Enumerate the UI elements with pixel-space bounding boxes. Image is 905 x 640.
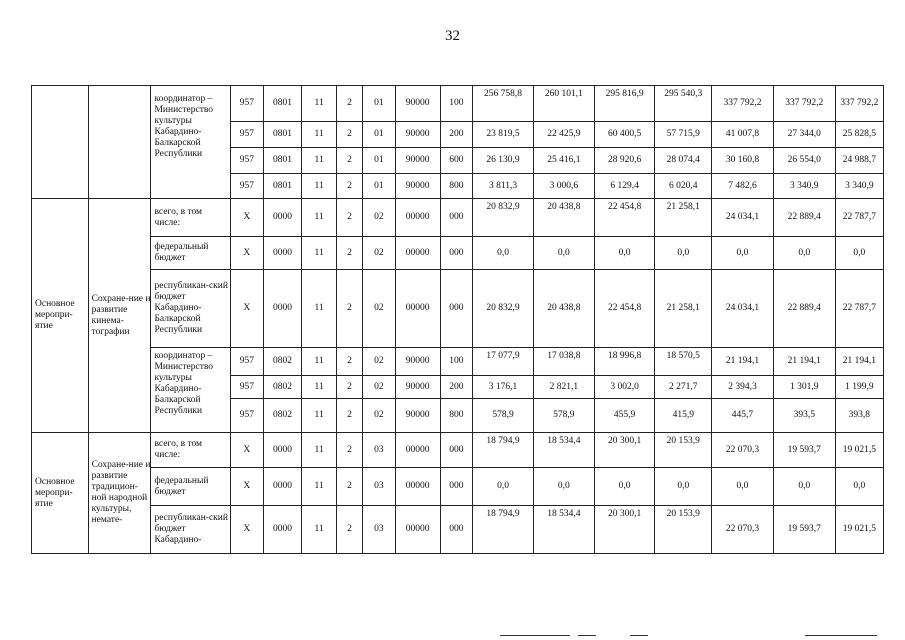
table-cell: 000: [440, 270, 472, 348]
table-cell: 415,9: [655, 399, 712, 433]
table-cell: 2: [336, 199, 362, 237]
table-cell: 22 787,7: [835, 199, 883, 237]
table-cell: 0,0: [594, 237, 655, 270]
table-cell: 00000: [395, 468, 440, 506]
table-cell: 0000: [263, 433, 302, 468]
table-cell: 0000: [263, 270, 302, 348]
table-cell: 23 819,5: [473, 122, 534, 148]
table-cell: 20 438,8: [533, 199, 594, 237]
table-cell: 0801: [263, 174, 302, 199]
table-cell: 3 340,9: [773, 174, 835, 199]
table-cell: 393,8: [835, 399, 883, 433]
table-cell: 0,0: [473, 468, 534, 506]
table-row: [32, 86, 884, 122]
page-number: 32: [445, 28, 460, 44]
row-label: республикан-ский бюджет Кабардино-: [151, 506, 231, 554]
table-cell: 2 394,3: [712, 376, 774, 399]
table-cell: 24 988,7: [835, 148, 883, 174]
table-cell: 3 002,0: [594, 376, 655, 399]
table-cell: 100: [440, 348, 472, 376]
table-cell: 0802: [263, 399, 302, 433]
table-cell: 00000: [395, 237, 440, 270]
table-cell: 00000: [395, 270, 440, 348]
table-cell: 24 034,1: [712, 199, 774, 237]
table-cell: 0,0: [594, 468, 655, 506]
table-cell: 18 534,4: [533, 433, 594, 468]
table-cell: 19 021,5: [835, 506, 883, 554]
table-cell: Х: [231, 199, 263, 237]
table-cell: 18 570,5: [655, 348, 712, 376]
table-cell: 800: [440, 174, 472, 199]
table-cell: 0000: [263, 506, 302, 554]
table-cell: 02: [363, 237, 395, 270]
row-label: всего, в том числе:: [151, 199, 231, 237]
table-cell: 26 130,9: [473, 148, 534, 174]
table-cell: 957: [231, 148, 263, 174]
table-cell: 000: [440, 468, 472, 506]
table-cell: 01: [363, 174, 395, 199]
name-cell: Сохране-ние и развитие кинема-тографии: [88, 199, 151, 433]
budget-table: [31, 85, 884, 554]
footer-rule: [500, 632, 880, 638]
table-row: [32, 199, 884, 237]
table-row: [32, 468, 884, 506]
table-cell: 0801: [263, 86, 302, 122]
table-cell: 11: [302, 148, 337, 174]
table-cell: 0802: [263, 376, 302, 399]
table-cell: 18 794,9: [473, 506, 534, 554]
table-cell: 957: [231, 376, 263, 399]
table-cell: 578,9: [533, 399, 594, 433]
table-cell: 20 300,1: [594, 506, 655, 554]
table-cell: 1 301,9: [773, 376, 835, 399]
table-cell: 25 828,5: [835, 122, 883, 148]
table-cell: 22 889,4: [773, 270, 835, 348]
table-row: [32, 270, 884, 348]
coordinator-label: координатор – Министерство культуры Кабардино-Балкарской Республики: [151, 348, 231, 433]
table-cell: 2 271,7: [655, 376, 712, 399]
table-row: [32, 237, 884, 270]
table-cell: 90000: [395, 376, 440, 399]
table-cell: 00000: [395, 506, 440, 554]
table-cell: 260 101,1: [533, 86, 594, 122]
table-cell: 22 787,7: [835, 270, 883, 348]
table-cell: 455,9: [594, 399, 655, 433]
table-cell: 90000: [395, 148, 440, 174]
table-cell: 337 792,2: [773, 86, 835, 122]
row-label: федеральный бюджет: [151, 468, 231, 506]
table-cell: 03: [363, 506, 395, 554]
table-cell: 0,0: [773, 468, 835, 506]
footer-line: [578, 635, 596, 636]
table-cell: 20 153,9: [655, 506, 712, 554]
table-cell: 17 077,9: [473, 348, 534, 376]
table-cell: 26 554,0: [773, 148, 835, 174]
table-cell: 90000: [395, 122, 440, 148]
table-cell: 2: [336, 348, 362, 376]
status-cell: Основное меропри-ятие: [32, 199, 89, 433]
table-cell: 000: [440, 237, 472, 270]
table-cell: 2: [336, 399, 362, 433]
table-cell: 11: [302, 433, 337, 468]
table-cell: 0,0: [835, 468, 883, 506]
table-cell: 0,0: [712, 237, 774, 270]
table-cell: 2: [336, 506, 362, 554]
table-cell: 0,0: [773, 237, 835, 270]
table-cell: 01: [363, 148, 395, 174]
table-cell: 000: [440, 506, 472, 554]
table-cell: 0,0: [835, 237, 883, 270]
table-cell: 2: [336, 122, 362, 148]
table-cell: 11: [302, 86, 337, 122]
row-label: республикан-ский бюджет Кабардино-Балкарской Республики: [151, 270, 231, 348]
table-cell: 02: [363, 348, 395, 376]
table-cell: Х: [231, 433, 263, 468]
table-cell: Х: [231, 506, 263, 554]
table-cell: 11: [302, 174, 337, 199]
table-cell: 957: [231, 399, 263, 433]
table-cell: 000: [440, 199, 472, 237]
table-cell: 30 160,8: [712, 148, 774, 174]
table-cell: 2: [336, 237, 362, 270]
table-cell: 0,0: [473, 237, 534, 270]
table-cell: 02: [363, 376, 395, 399]
table-cell: 20 153,9: [655, 433, 712, 468]
table-cell: 2: [336, 376, 362, 399]
table-cell: 03: [363, 433, 395, 468]
coordinator-label: координатор – Министерство культуры Кабардино-Балкарской Республики: [151, 86, 231, 199]
table-cell: 01: [363, 122, 395, 148]
name-cell: [88, 86, 151, 199]
table-cell: 7 482,6: [712, 174, 774, 199]
table-cell: 11: [302, 376, 337, 399]
table-cell: 0000: [263, 237, 302, 270]
table-cell: 21 258,1: [655, 199, 712, 237]
table-cell: 21 194,1: [712, 348, 774, 376]
table-cell: 11: [302, 270, 337, 348]
table-cell: 20 300,1: [594, 433, 655, 468]
table-cell: 2: [336, 174, 362, 199]
table-cell: 20 832,9: [473, 270, 534, 348]
table-cell: 57 715,9: [655, 122, 712, 148]
table-cell: Х: [231, 237, 263, 270]
table-cell: 295 540,3: [655, 86, 712, 122]
table-cell: 02: [363, 270, 395, 348]
table-cell: 19 593,7: [773, 506, 835, 554]
table-cell: 22 889,4: [773, 199, 835, 237]
table-cell: 90000: [395, 174, 440, 199]
table-cell: Х: [231, 468, 263, 506]
table-cell: 18 996,8: [594, 348, 655, 376]
footer-line: [805, 635, 877, 636]
table-cell: 3 176,1: [473, 376, 534, 399]
table-cell: 000: [440, 433, 472, 468]
table-cell: 11: [302, 199, 337, 237]
table-cell: 11: [302, 506, 337, 554]
table-cell: 0,0: [533, 468, 594, 506]
table-cell: 11: [302, 237, 337, 270]
table-cell: 957: [231, 174, 263, 199]
table-row: [32, 348, 884, 376]
footer-line: [500, 635, 570, 636]
table-cell: 3 811,3: [473, 174, 534, 199]
table-cell: 28 074,4: [655, 148, 712, 174]
table-cell: 800: [440, 399, 472, 433]
table-cell: 24 034,1: [712, 270, 774, 348]
table-cell: 21 194,1: [773, 348, 835, 376]
table-cell: 01: [363, 86, 395, 122]
table-cell: 18 794,9: [473, 433, 534, 468]
table-cell: 578,9: [473, 399, 534, 433]
table-cell: Х: [231, 270, 263, 348]
table-cell: 0802: [263, 348, 302, 376]
table-cell: 0,0: [712, 468, 774, 506]
table-cell: 337 792,2: [835, 86, 883, 122]
table-cell: 18 534,4: [533, 506, 594, 554]
table-cell: 957: [231, 348, 263, 376]
table-cell: 19 021,5: [835, 433, 883, 468]
table-cell: 22 454,8: [594, 199, 655, 237]
table-cell: 11: [302, 122, 337, 148]
table-cell: 19 593,7: [773, 433, 835, 468]
table-cell: 295 816,9: [594, 86, 655, 122]
table-cell: 0,0: [533, 237, 594, 270]
table-cell: 0,0: [655, 468, 712, 506]
table-cell: 22 425,9: [533, 122, 594, 148]
table-cell: 00000: [395, 433, 440, 468]
table-cell: 0,0: [655, 237, 712, 270]
footer-line: [630, 635, 648, 636]
table-cell: 3 000,6: [533, 174, 594, 199]
table-cell: 22 070,3: [712, 433, 774, 468]
table-cell: 11: [302, 399, 337, 433]
table-cell: 22 070,3: [712, 506, 774, 554]
table-cell: 0000: [263, 199, 302, 237]
table-cell: 90000: [395, 399, 440, 433]
table-cell: 20 832,9: [473, 199, 534, 237]
table-cell: 1 199,9: [835, 376, 883, 399]
table-cell: 00000: [395, 199, 440, 237]
table-cell: 0000: [263, 468, 302, 506]
table-cell: 02: [363, 399, 395, 433]
table-cell: 957: [231, 122, 263, 148]
row-label: всего, в том числе:: [151, 433, 231, 468]
table-cell: 11: [302, 348, 337, 376]
table-cell: 21 258,1: [655, 270, 712, 348]
table-cell: 0801: [263, 122, 302, 148]
table-cell: 22 454,8: [594, 270, 655, 348]
table-cell: 2: [336, 468, 362, 506]
table-cell: 60 400,5: [594, 122, 655, 148]
row-label: федеральный бюджет: [151, 237, 231, 270]
table-cell: 2: [336, 86, 362, 122]
table-cell: 27 344,0: [773, 122, 835, 148]
table-cell: 100: [440, 86, 472, 122]
table-cell: 2: [336, 270, 362, 348]
table-cell: 2: [336, 433, 362, 468]
table-cell: 600: [440, 148, 472, 174]
table-cell: 03: [363, 468, 395, 506]
table-cell: 393,5: [773, 399, 835, 433]
table-cell: 957: [231, 86, 263, 122]
table-cell: 337 792,2: [712, 86, 774, 122]
table-cell: 02: [363, 199, 395, 237]
name-cell: Сохране-ние и развитие традицион-ной народной культуры, немате-: [88, 433, 151, 554]
table-cell: 2: [336, 148, 362, 174]
table-cell: 11: [302, 468, 337, 506]
table-cell: 90000: [395, 86, 440, 122]
table-cell: 17 038,8: [533, 348, 594, 376]
table-cell: 21 194,1: [835, 348, 883, 376]
table-cell: 200: [440, 122, 472, 148]
table-cell: 256 758,8: [473, 86, 534, 122]
status-cell: [32, 86, 89, 199]
table-cell: 0801: [263, 148, 302, 174]
status-cell: Основное меропри-ятие: [32, 433, 89, 554]
table-cell: 20 438,8: [533, 270, 594, 348]
table-cell: 90000: [395, 348, 440, 376]
table-cell: 445,7: [712, 399, 774, 433]
table-row: [32, 506, 884, 554]
table-cell: 3 340,9: [835, 174, 883, 199]
table-row: [32, 433, 884, 468]
table-cell: 41 007,8: [712, 122, 774, 148]
table-cell: 2 821,1: [533, 376, 594, 399]
table-cell: 6 129,4: [594, 174, 655, 199]
table-cell: 6 020,4: [655, 174, 712, 199]
table-cell: 28 920,6: [594, 148, 655, 174]
table-cell: 25 416,1: [533, 148, 594, 174]
table-cell: 200: [440, 376, 472, 399]
